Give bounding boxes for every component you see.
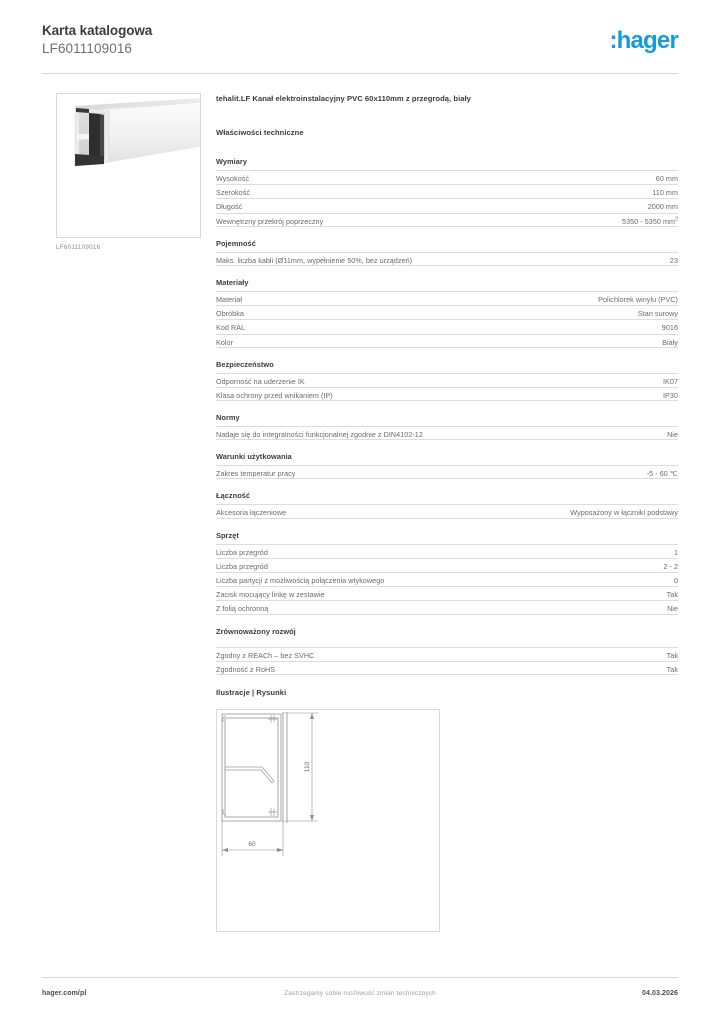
specs-section-title: Właściwości techniczne (216, 128, 304, 137)
spec-row (216, 504, 678, 518)
document-reference: LF6011109016 (42, 41, 133, 56)
spec-row-value: Nie (667, 604, 678, 614)
product-photo-illustration (57, 96, 201, 174)
spec-group-heading: Pojemność (216, 238, 256, 248)
spec-row-value: 2 - 2 (663, 561, 678, 571)
spec-row-label: Wewnętrzny przekrój poprzeczny (216, 216, 324, 226)
spec-row (216, 572, 678, 586)
cross-section-drawing (217, 710, 439, 931)
spec-row-label: Wysokość (216, 174, 250, 183)
spec-row-label: Z folią ochronną (216, 604, 269, 614)
spec-row-label: Zgodny z REACh – bez SVHC (216, 650, 315, 660)
spec-group-heading: Materiały (216, 277, 249, 287)
spec-row-value: Tak (666, 664, 678, 674)
spec-row-label: Kod RAL (216, 323, 246, 333)
spec-row-label: Liczba przegród (216, 561, 268, 571)
footer-disclaimer: Zastrzegamy sobie możliwość zmian technicznych (284, 990, 436, 997)
spec-row-value: -5 - 60 ℃ (646, 469, 678, 479)
spec-group-heading: Normy (216, 413, 240, 423)
spec-row-value: 1 (673, 547, 678, 557)
spec-row-value: 23 (669, 255, 678, 265)
spec-row-value: 60 mm (655, 174, 678, 183)
spec-row-label: Klasa ochrony przed wnikaniem (IP) (216, 390, 333, 400)
spec-row-value: 9016 (661, 323, 678, 333)
spec-row-label: Nadaje się do integralności funkcjonalnej zgodnie z DIN4102-12 (216, 430, 423, 440)
product-name: tehalit.LF Kanał elektroinstalacyjny PVC 60x110mm z przegrodą, biały (216, 94, 471, 103)
spec-row-label: Liczba partycji z możliwością połączenia wtykowego (216, 576, 385, 585)
spec-group-heading: Sprzęt (216, 530, 239, 540)
spec-row (216, 426, 678, 440)
spec-row (216, 600, 678, 614)
spec-group-heading: Bezpieczeństwo (216, 359, 274, 369)
footer-website-link[interactable]: hager.com/pl (42, 990, 87, 997)
spec-row-label: Maks. liczba kabli (Ø11mm, wypełnienie 50%, bez urządzeń) (216, 255, 413, 265)
spec-group (216, 238, 678, 266)
spec-group-heading: Wymiary (216, 157, 248, 166)
spec-row-value: Polichlorek winylu (PVC) (598, 294, 678, 304)
spec-row-value: Wyposażony w łączniki podstawy (570, 508, 678, 518)
spec-row (216, 586, 678, 600)
spec-row-label: Zakres temperatur pracy (216, 469, 296, 479)
spec-row (216, 558, 678, 572)
product-image (56, 93, 201, 238)
spec-row-value: 0 (673, 576, 678, 585)
drawings-section-title: Ilustracje | Rysunki (216, 688, 287, 697)
spec-row-value: Biały (662, 337, 678, 347)
page-header (42, 22, 678, 70)
spec-group (216, 277, 678, 348)
spec-row (216, 252, 678, 266)
spec-row-label: Akcesoria łączeniowe (216, 508, 287, 518)
specifications-panel (216, 93, 678, 686)
header-divider (42, 73, 678, 74)
spec-row (216, 465, 678, 479)
spec-row (216, 661, 678, 675)
technical-drawing (216, 709, 440, 932)
spec-row-value: IK07 (663, 376, 678, 386)
product-image-caption: LF6011109016 (56, 244, 101, 251)
page-title: Karta katalogowa (42, 23, 153, 38)
spec-row (216, 291, 678, 305)
spec-row (216, 213, 678, 227)
spec-row-label: Obróbka (216, 309, 244, 319)
page-footer (42, 990, 678, 1004)
spec-row (216, 170, 678, 184)
spec-group-heading: Warunki użytkowania (216, 452, 292, 462)
spec-row-value: Tak (666, 590, 678, 600)
spec-row-label: Kolor (216, 337, 234, 347)
logo-colon-mark: : (609, 27, 617, 54)
spec-groups-container (216, 156, 678, 675)
spec-row-label: Długość (216, 202, 243, 212)
spec-group (216, 451, 678, 479)
spec-group-heading: Zrównoważony rozwój (216, 626, 296, 636)
spec-row-label: Materiał (216, 294, 242, 304)
spec-row (216, 184, 678, 198)
spec-group (216, 412, 678, 440)
spec-row-value: Stan surowy (637, 309, 678, 319)
spec-row (216, 334, 678, 348)
spec-row (216, 387, 678, 401)
spec-group (216, 626, 678, 675)
spec-row-value: Tak (666, 650, 678, 660)
spec-row (216, 305, 678, 319)
spec-group (216, 530, 678, 615)
spec-row-value: IP30 (663, 390, 678, 400)
logo-wordmark: hager (616, 27, 678, 54)
spec-row (216, 544, 678, 558)
spec-row-label: Liczba przegród (216, 547, 268, 557)
spec-row-label: Odporność na uderzenie IK (216, 376, 305, 386)
spec-row (216, 647, 678, 661)
spec-row-value: 5350 - 5350 $mm^2$ (622, 216, 678, 226)
spec-row-label: Zacisk mocujący linkę w zestawie (216, 590, 325, 600)
hager-logo (609, 28, 678, 54)
dimension-width-label: 60 (248, 841, 256, 848)
spec-group (216, 156, 678, 227)
spec-row-label: Szerokość (216, 188, 251, 198)
dimension-height-label: 110 (304, 761, 311, 773)
spec-row (216, 373, 678, 387)
spec-group (216, 490, 678, 518)
spec-row-value: 110 mm (652, 188, 678, 198)
spec-group-heading: Łączność (216, 491, 251, 501)
footer-date: 04.03.2026 (641, 990, 678, 997)
spec-value-superscript: 2 (675, 216, 678, 223)
spec-row-value: Nie (667, 430, 678, 440)
spec-row-label: Zgodność z RoHS (216, 664, 276, 674)
footer-divider (42, 977, 678, 978)
spec-row (216, 319, 678, 333)
spec-group (216, 359, 678, 401)
spec-row (216, 198, 678, 212)
spec-row-value: 2000 mm (647, 202, 678, 212)
